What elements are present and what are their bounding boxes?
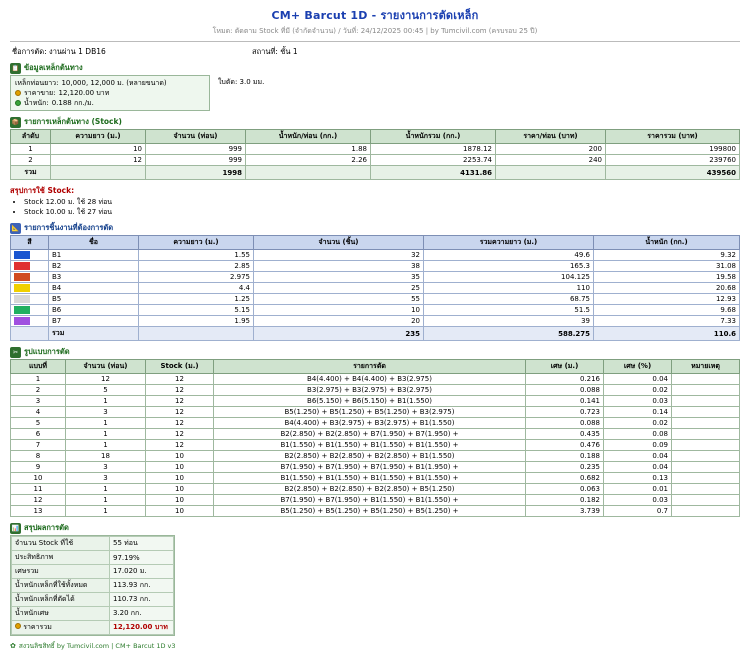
section-source-info xyxy=(10,62,740,111)
header-divider xyxy=(10,41,740,42)
piece-weight: 31.08 xyxy=(594,261,740,272)
pieces-total-length-blank xyxy=(139,327,254,341)
piece-qty: 38 xyxy=(254,261,424,272)
pattern-note xyxy=(672,374,740,385)
table-row xyxy=(12,551,174,565)
piece-length: 2.975 xyxy=(139,272,254,283)
section-source-info-header xyxy=(10,62,740,74)
stock-total-totalweight: 4131.86 xyxy=(371,166,496,180)
color-swatch-icon xyxy=(14,317,30,325)
summary-key-price-label: ราคารวม xyxy=(23,623,52,632)
pattern-stock: 12 xyxy=(146,440,214,451)
summary-value: 97.19% xyxy=(110,551,174,565)
stock-total-totalprice: 439560 xyxy=(606,166,740,180)
table-row xyxy=(11,385,740,396)
pattern-stock: 12 xyxy=(146,374,214,385)
stock-cell-unitprice: 200 xyxy=(496,144,606,155)
pattern-qty: 1 xyxy=(66,440,146,451)
stock-total-row xyxy=(11,166,740,180)
stock-cell-index: 2 xyxy=(11,155,51,166)
pieces-col-weight: น้ำหนัก (กก.) xyxy=(594,236,740,250)
source-price-value: 12,120.00 บาท xyxy=(58,89,110,98)
source-info-line-3 xyxy=(15,98,205,108)
stock-usage-list xyxy=(10,198,740,217)
pattern-cuts: B5(1.250) + B5(1.250) + B5(1.250) + B3(2.975) xyxy=(214,407,526,418)
table-row xyxy=(12,621,174,635)
pattern-qty: 1 xyxy=(66,418,146,429)
pattern-index: 7 xyxy=(11,440,66,451)
piece-total-length: 68.75 xyxy=(424,294,594,305)
stock-cell-unitprice: 240 xyxy=(496,155,606,166)
box-icon: 📦 xyxy=(11,118,20,126)
pieces-total-qty: 235 xyxy=(254,327,424,341)
piece-color-swatch xyxy=(11,261,49,272)
pattern-cuts: B4(4.400) + B4(4.400) + B3(2.975) xyxy=(214,374,526,385)
pattern-qty: 3 xyxy=(66,462,146,473)
pattern-qty: 3 xyxy=(66,407,146,418)
table-row xyxy=(11,261,740,272)
pieces-col-totallength: รวมความยาว (ม.) xyxy=(424,236,594,250)
pattern-index: 9 xyxy=(11,462,66,473)
ruler-icon: 📐 xyxy=(11,224,20,232)
piece-qty: 10 xyxy=(254,305,424,316)
pattern-col-wastepct: เศษ (%) xyxy=(604,360,672,374)
price-dot-icon xyxy=(15,90,21,96)
table-row xyxy=(11,155,740,166)
stock-cell-length: 12 xyxy=(51,155,146,166)
list-item: • Stock 10.00 ม. ใช้ 27 ท่อน xyxy=(24,208,740,217)
section-pieces xyxy=(10,222,740,341)
pieces-col-length: ความยาว (ม.) xyxy=(139,236,254,250)
pattern-note xyxy=(672,451,740,462)
section-stock-list-header xyxy=(10,116,740,128)
pattern-waste: 3.739 xyxy=(526,506,604,517)
section-patterns-header xyxy=(10,346,740,358)
pattern-wastepct: 0.04 xyxy=(604,374,672,385)
source-length-label: เหล็กท่อนยาว: xyxy=(15,79,59,87)
stock-cell-unitweight: 1.88 xyxy=(246,144,371,155)
summary-key: น้ำหนักเหล็กที่ใช้ทั้งหมด xyxy=(12,579,110,593)
footer-text: สงวนลิขสิทธิ์ by Tumcivil.com | CM+ Barcut 1D v3 xyxy=(18,642,176,651)
pattern-col-stock: Stock (ม.) xyxy=(146,360,214,374)
pattern-waste: 0.476 xyxy=(526,440,604,451)
section-patterns xyxy=(10,346,740,517)
pattern-stock: 10 xyxy=(146,473,214,484)
pattern-qty: 1 xyxy=(66,396,146,407)
section-summary-title: สรุปผลการตัด xyxy=(24,523,69,533)
summary-key: น้ำหนักเศษ xyxy=(12,607,110,621)
stock-cell-qty: 999 xyxy=(146,155,246,166)
color-swatch-icon xyxy=(14,262,30,270)
pattern-waste: 0.435 xyxy=(526,429,604,440)
stock-col-index: ลำดับ xyxy=(11,130,51,144)
summary-value: 55 ท่อน xyxy=(110,537,174,551)
summary-key: น้ำหนักเหล็กที่ตัดได้ xyxy=(12,593,110,607)
pattern-wastepct: 0.01 xyxy=(604,484,672,495)
pattern-qty: 1 xyxy=(66,506,146,517)
pattern-note xyxy=(672,484,740,495)
pattern-note xyxy=(672,462,740,473)
pattern-wastepct: 0.09 xyxy=(604,440,672,451)
pattern-cuts: B7(1.950) + B7(1.950) + B7(1.950) + B1(1.950) + xyxy=(214,462,526,473)
piece-qty: 20 xyxy=(254,316,424,327)
piece-weight: 7.33 xyxy=(594,316,740,327)
piece-color-swatch xyxy=(11,316,49,327)
table-row xyxy=(12,593,174,607)
pattern-cuts: B2(2.850) + B2(2.850) + B2(2.850) + B5(1.250) xyxy=(214,484,526,495)
table-row xyxy=(11,418,740,429)
pattern-note xyxy=(672,418,740,429)
table-row xyxy=(11,294,740,305)
color-swatch-icon xyxy=(14,251,30,259)
table-row xyxy=(11,440,740,451)
pieces-col-color: สี xyxy=(11,236,49,250)
pattern-cuts: B7(1.950) + B7(1.950) + B1(1.550) + B1(1.550) + xyxy=(214,495,526,506)
pattern-waste: 0.088 xyxy=(526,418,604,429)
table-row xyxy=(11,374,740,385)
pattern-stock: 12 xyxy=(146,385,214,396)
piece-weight: 20.68 xyxy=(594,283,740,294)
weight-dot-icon xyxy=(15,100,21,106)
stock-col-qty: จำนวน (ท่อน) xyxy=(146,130,246,144)
piece-name: B1 xyxy=(49,250,139,261)
pattern-index: 8 xyxy=(11,451,66,462)
summary-key: เศษรวม xyxy=(12,565,110,579)
pattern-note xyxy=(672,385,740,396)
piece-color-swatch xyxy=(11,272,49,283)
pattern-waste: 0.088 xyxy=(526,385,604,396)
pattern-cuts: B2(2.850) + B2(2.850) + B7(1.950) + B7(1.950) + xyxy=(214,429,526,440)
section-summary-header xyxy=(10,522,740,534)
pattern-waste: 0.063 xyxy=(526,484,604,495)
pattern-cuts: B3(2.975) + B3(2.975) + B3(2.975) xyxy=(214,385,526,396)
pattern-qty: 3 xyxy=(66,473,146,484)
piece-total-length: 39 xyxy=(424,316,594,327)
stock-col-length: ความยาว (ม.) xyxy=(51,130,146,144)
summary-key: ประสิทธิภาพ xyxy=(12,551,110,565)
source-price-label: ราคาขาย: xyxy=(24,89,56,98)
piece-length: 2.85 xyxy=(139,261,254,272)
color-swatch-icon xyxy=(14,284,30,292)
pattern-wastepct: 0.14 xyxy=(604,407,672,418)
pattern-index: 13 xyxy=(11,506,66,517)
pattern-index: 2 xyxy=(11,385,66,396)
summary-key: จำนวน Stock ที่ใช้ xyxy=(12,537,110,551)
table-row xyxy=(11,451,740,462)
piece-name: B2 xyxy=(49,261,139,272)
pattern-note xyxy=(672,396,740,407)
patterns-table-header-row xyxy=(11,360,740,374)
piece-length: 1.95 xyxy=(139,316,254,327)
pattern-stock: 10 xyxy=(146,484,214,495)
stock-total-unitprice xyxy=(496,166,606,180)
stock-col-unitprice: ราคา/ท่อน (บาท) xyxy=(496,130,606,144)
pattern-qty: 1 xyxy=(66,495,146,506)
joborder-name: ชื่อการตัด: งานผ่าน 1 DB16 xyxy=(12,47,106,56)
piece-name: B5 xyxy=(49,294,139,305)
stock-table-header-row xyxy=(11,130,740,144)
source-info-box xyxy=(10,75,210,111)
piece-total-length: 49.6 xyxy=(424,250,594,261)
piece-length: 1.25 xyxy=(139,294,254,305)
pattern-note xyxy=(672,495,740,506)
pattern-stock: 12 xyxy=(146,407,214,418)
joborder-location: สถานที่: ชั้น 1 xyxy=(252,47,298,56)
piece-length: 4.4 xyxy=(139,283,254,294)
pieces-col-name: ชื่อ xyxy=(49,236,139,250)
table-row xyxy=(11,305,740,316)
pattern-cuts: B4(4.400) + B3(2.975) + B3(2.975) + B1(1.550) xyxy=(214,418,526,429)
price-dot-icon xyxy=(15,623,21,629)
joborder-row xyxy=(10,46,740,58)
section-summary xyxy=(10,522,740,636)
pattern-qty: 18 xyxy=(66,451,146,462)
list-item: • Stock 12.00 ม. ใช้ 28 ท่อน xyxy=(24,198,740,207)
page-subtitle: โหมด: ตัดตาม Stock ที่มี (จำกัดจำนวน) / วันที่: 24/12/2025 00:45 | by Tumcivil.com (ครบรอบ 25 ปี) xyxy=(212,27,538,35)
table-row xyxy=(11,250,740,261)
stock-col-totalweight: น้ำหนักรวม (กก.) xyxy=(371,130,496,144)
table-row xyxy=(11,272,740,283)
stock-total-qty: 1998 xyxy=(146,166,246,180)
table-row xyxy=(11,144,740,155)
summary-box xyxy=(10,535,175,636)
pattern-cuts: B1(1.550) + B1(1.550) + B1(1.550) + B1(1.550) + xyxy=(214,440,526,451)
piece-name: B4 xyxy=(49,283,139,294)
color-swatch-icon xyxy=(14,273,30,281)
pattern-index: 4 xyxy=(11,407,66,418)
summary-value: 110.73 กก. xyxy=(110,593,174,607)
pieces-table-header-row xyxy=(11,236,740,250)
pieces-total-length: 588.275 xyxy=(424,327,594,341)
section-stock-list xyxy=(10,116,740,180)
pattern-waste: 0.188 xyxy=(526,451,604,462)
pieces-total-weight: 110.6 xyxy=(594,327,740,341)
table-row xyxy=(11,462,740,473)
piece-name: B3 xyxy=(49,272,139,283)
pattern-stock: 12 xyxy=(146,396,214,407)
piece-total-length: 110 xyxy=(424,283,594,294)
pattern-col-qty: จำนวน (ท่อน) xyxy=(66,360,146,374)
pattern-col-note: หมายเหตุ xyxy=(672,360,740,374)
table-row xyxy=(12,579,174,593)
pattern-stock: 10 xyxy=(146,451,214,462)
pattern-cuts: B1(1.550) + B1(1.550) + B1(1.550) + B1(1.550) + xyxy=(214,473,526,484)
pattern-note xyxy=(672,506,740,517)
pattern-wastepct: 0.13 xyxy=(604,473,672,484)
star-icon: ✿ xyxy=(10,642,16,651)
summary-table xyxy=(11,536,174,635)
pieces-col-qty: จำนวน (ชิ้น) xyxy=(254,236,424,250)
summary-key-price xyxy=(12,621,110,635)
pieces-total-swatch xyxy=(11,327,49,341)
pattern-index: 6 xyxy=(11,429,66,440)
stock-cell-index: 1 xyxy=(11,144,51,155)
pattern-index: 10 xyxy=(11,473,66,484)
pattern-stock: 10 xyxy=(146,506,214,517)
stock-cell-totalprice: 239760 xyxy=(606,155,740,166)
piece-weight: 9.68 xyxy=(594,305,740,316)
pattern-cuts: B5(1.250) + B5(1.250) + B5(1.250) + B5(1.250) + xyxy=(214,506,526,517)
pattern-index: 11 xyxy=(11,484,66,495)
pattern-stock: 12 xyxy=(146,429,214,440)
section-stock-usage-title: สรุปการใช้ Stock: xyxy=(10,186,75,196)
stock-table xyxy=(10,129,740,180)
scissors-icon: ✂ xyxy=(10,347,21,358)
pattern-cuts: B6(5.150) + B6(5.150) + B1(1.550) xyxy=(214,396,526,407)
pattern-wastepct: 0.08 xyxy=(604,429,672,440)
source-length-value: 10,000, 12,000 ม. (หลายขนาด) xyxy=(61,79,167,87)
section-pieces-title: รายการชิ้นงานที่ต้องการตัด xyxy=(24,223,114,233)
piece-color-swatch xyxy=(11,250,49,261)
pieces-total-row xyxy=(11,327,740,341)
pattern-index: 5 xyxy=(11,418,66,429)
piece-weight: 12.93 xyxy=(594,294,740,305)
table-row xyxy=(12,607,174,621)
section-stock-usage-header xyxy=(10,185,740,197)
piece-qty: 25 xyxy=(254,283,424,294)
pattern-waste: 0.682 xyxy=(526,473,604,484)
pattern-wastepct: 0.7 xyxy=(604,506,672,517)
pattern-note xyxy=(672,440,740,451)
piece-total-length: 51.5 xyxy=(424,305,594,316)
summary-value: 113.93 กก. xyxy=(110,579,174,593)
blade-note: ใบตัด: 3.0 มม. xyxy=(218,78,265,86)
stock-cell-totalweight: 1878.12 xyxy=(371,144,496,155)
source-info-line-1 xyxy=(15,78,205,88)
stock-col-totalprice: ราคารวม (บาท) xyxy=(606,130,740,144)
table-row xyxy=(11,283,740,294)
table-row xyxy=(11,396,740,407)
color-swatch-icon xyxy=(14,295,30,303)
pattern-waste: 0.216 xyxy=(526,374,604,385)
stock-table-body xyxy=(11,144,740,180)
table-row xyxy=(11,506,740,517)
summary-value: 17.020 ม. xyxy=(110,565,174,579)
piece-length: 1.55 xyxy=(139,250,254,261)
piece-qty: 32 xyxy=(254,250,424,261)
pattern-stock: 10 xyxy=(146,462,214,473)
patterns-table-body xyxy=(11,374,740,517)
stock-cell-length: 10 xyxy=(51,144,146,155)
stock-total-label: รวม xyxy=(11,166,51,180)
piece-qty: 55 xyxy=(254,294,424,305)
summary-value: 3.20 กก. xyxy=(110,607,174,621)
section-patterns-title: รูปแบบการตัด xyxy=(24,347,70,357)
pattern-wastepct: 0.03 xyxy=(604,495,672,506)
pieces-table-body xyxy=(11,250,740,341)
table-row xyxy=(12,537,174,551)
pattern-qty: 1 xyxy=(66,484,146,495)
pattern-wastepct: 0.04 xyxy=(604,462,672,473)
piece-name: B6 xyxy=(49,305,139,316)
piece-weight: 9.32 xyxy=(594,250,740,261)
section-source-info-title: ข้อมูลเหล็กต้นทาง xyxy=(24,63,83,72)
stock-total-unitweight xyxy=(246,166,371,180)
pattern-index: 3 xyxy=(11,396,66,407)
piece-color-swatch xyxy=(11,283,49,294)
table-row xyxy=(11,495,740,506)
piece-total-length: 104.125 xyxy=(424,272,594,283)
chart-icon: 📊 xyxy=(11,524,20,532)
summary-value-price: 12,120.00 บาท xyxy=(110,621,174,635)
piece-length: 5.15 xyxy=(139,305,254,316)
pattern-index: 1 xyxy=(11,374,66,385)
piece-weight: 19.58 xyxy=(594,272,740,283)
table-row xyxy=(11,316,740,327)
stock-total-length xyxy=(51,166,146,180)
section-stock-usage xyxy=(10,185,740,217)
section-stock-list-title: รายการเหล็กต้นทาง (Stock) xyxy=(24,117,122,127)
source-weight-label: น้ำหนัก: xyxy=(24,99,49,108)
piece-total-length: 165.3 xyxy=(424,261,594,272)
table-row xyxy=(11,473,740,484)
pattern-note xyxy=(672,407,740,418)
source-info-line-2 xyxy=(15,88,205,98)
table-row xyxy=(11,484,740,495)
footer xyxy=(10,641,740,651)
pattern-stock: 12 xyxy=(146,418,214,429)
pieces-total-label: รวม xyxy=(49,327,139,341)
pattern-qty: 12 xyxy=(66,374,146,385)
patterns-table xyxy=(10,359,740,517)
source-weight-value: 0.188 กก./ม. xyxy=(51,99,94,108)
table-row xyxy=(11,429,740,440)
stock-col-unitweight: น้ำหนัก/ท่อน (กก.) xyxy=(246,130,371,144)
color-swatch-icon xyxy=(14,306,30,314)
stock-cell-totalweight: 2253.74 xyxy=(371,155,496,166)
piece-color-swatch xyxy=(11,294,49,305)
pattern-cuts: B2(2.850) + B2(2.850) + B2(2.850) + B1(1.550) xyxy=(214,451,526,462)
pattern-qty: 5 xyxy=(66,385,146,396)
pattern-wastepct: 0.03 xyxy=(604,396,672,407)
pattern-col-waste: เศษ (ม.) xyxy=(526,360,604,374)
pattern-col-index: แบบที่ xyxy=(11,360,66,374)
pattern-note xyxy=(672,429,740,440)
pattern-stock: 10 xyxy=(146,495,214,506)
pattern-waste: 0.723 xyxy=(526,407,604,418)
pattern-wastepct: 0.02 xyxy=(604,418,672,429)
pattern-note xyxy=(672,473,740,484)
stock-cell-qty: 999 xyxy=(146,144,246,155)
pattern-waste: 0.235 xyxy=(526,462,604,473)
stock-cell-unitweight: 2.26 xyxy=(246,155,371,166)
piece-name: B7 xyxy=(49,316,139,327)
pieces-table xyxy=(10,235,740,341)
section-pieces-header xyxy=(10,222,740,234)
piece-color-swatch xyxy=(11,305,49,316)
pattern-qty: 1 xyxy=(66,429,146,440)
pattern-waste: 0.141 xyxy=(526,396,604,407)
pattern-col-cuts: รายการตัด xyxy=(214,360,526,374)
table-row xyxy=(12,565,174,579)
pattern-index: 12 xyxy=(11,495,66,506)
pattern-wastepct: 0.04 xyxy=(604,451,672,462)
page-title: CM+ Barcut 1D - รายงานการตัดเหล็ก xyxy=(271,9,479,22)
pattern-wastepct: 0.02 xyxy=(604,385,672,396)
piece-qty: 35 xyxy=(254,272,424,283)
stock-cell-totalprice: 199800 xyxy=(606,144,740,155)
pattern-waste: 0.182 xyxy=(526,495,604,506)
table-row xyxy=(11,407,740,418)
clipboard-icon: 📋 xyxy=(11,64,20,72)
